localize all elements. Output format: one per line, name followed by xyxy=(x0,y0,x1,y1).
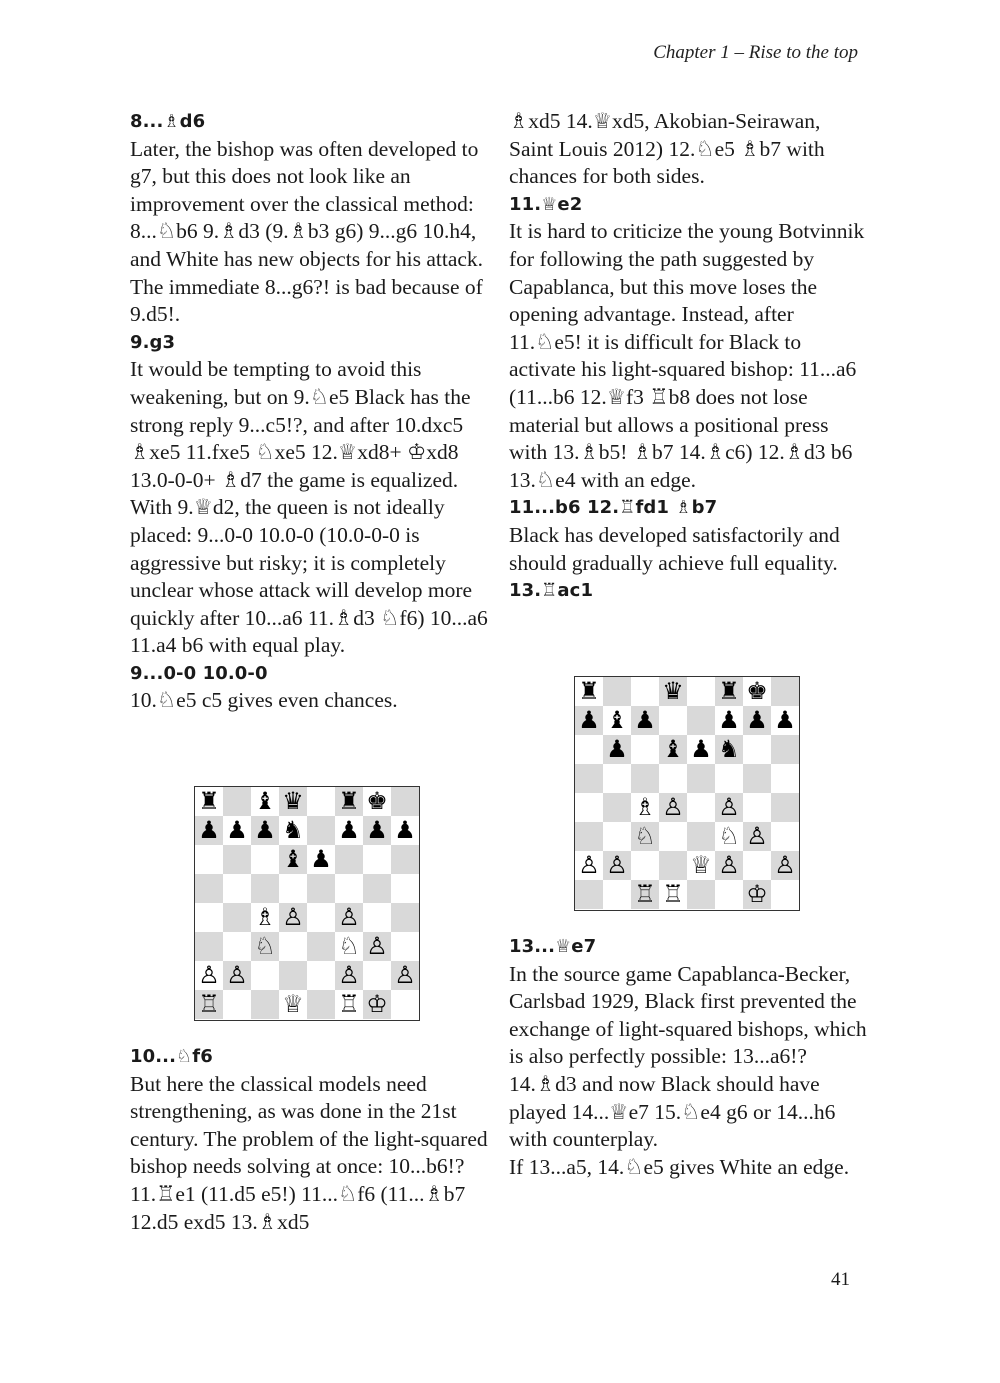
chess-piece: ♙ xyxy=(198,961,220,989)
chess-piece: ♟ xyxy=(631,706,659,735)
chess-piece: ♙ xyxy=(715,793,743,822)
board-square xyxy=(659,822,687,851)
board-square xyxy=(279,961,307,990)
move-heading: 9.g3 xyxy=(130,331,176,353)
right-text-flow xyxy=(509,108,869,605)
board-square xyxy=(363,961,391,990)
board-square xyxy=(251,845,279,874)
move-heading: 13...♕e7 xyxy=(509,936,597,957)
chess-piece: ♕ xyxy=(690,851,712,879)
right-text-flow-after-diagram xyxy=(509,933,869,1181)
board-square xyxy=(307,816,335,845)
chess-piece: ♟ xyxy=(363,816,391,845)
board-square xyxy=(575,880,603,909)
chess-piece: ♜ xyxy=(198,787,220,815)
board-square xyxy=(743,764,771,793)
board-square xyxy=(687,706,715,735)
board-square xyxy=(391,874,419,903)
board-square xyxy=(575,822,603,851)
chess-piece: ♙ xyxy=(771,851,799,880)
board-square xyxy=(363,903,391,932)
board-square xyxy=(391,903,419,932)
board-square xyxy=(251,961,279,990)
chess-piece: ♖ xyxy=(631,880,659,909)
chess-piece: ♟ xyxy=(310,845,332,873)
board-square xyxy=(715,764,743,793)
left-column xyxy=(130,108,490,715)
left-column-continued xyxy=(130,1043,490,1236)
chess-piece: ♟ xyxy=(338,816,360,844)
chess-piece: ♙ xyxy=(363,932,391,961)
commentary-paragraph: It is hard to criticize the young Botvinnik for following the path suggested by Capablanca, but this move loses the opening advantage. Instead, after 11.♘e5! it is difficult for Black to activate his light-squared bishop: 11...a6 (11...b6 12.♕f3 ♖b8 does not lose material but allows a positional press with 13.♗b5! ♗b7 14.♗c6) 12.♗d3 b6 13.♘e4 with an edge. xyxy=(509,219,865,492)
board-square xyxy=(251,990,279,1019)
chess-piece: ♚ xyxy=(366,787,388,815)
board-square xyxy=(771,880,799,909)
chess-piece: ♘ xyxy=(631,822,659,851)
board-square xyxy=(771,677,799,706)
right-column-continued xyxy=(509,933,869,1181)
board-square xyxy=(575,735,603,764)
move-heading: 13.♖ac1 xyxy=(509,580,594,602)
left-text-flow-after-diagram xyxy=(130,1043,490,1236)
chess-piece: ♙ xyxy=(391,961,419,990)
board-square xyxy=(391,932,419,961)
chess-piece: ♔ xyxy=(363,990,391,1019)
chess-piece: ♟ xyxy=(251,816,279,845)
chess-piece: ♙ xyxy=(603,851,631,880)
chess-piece: ♙ xyxy=(223,961,251,990)
chess-piece: ♙ xyxy=(578,851,600,879)
chess-piece: ♙ xyxy=(743,822,771,851)
board-square xyxy=(223,903,251,932)
chess-piece: ♛ xyxy=(659,677,687,706)
board-square xyxy=(223,845,251,874)
board-square xyxy=(335,845,363,874)
board-square xyxy=(307,932,335,961)
commentary-paragraph: With 9.♕d2, the queen is not ideally placed: 9...0-0 10.0-0 (10.0-0-0 is aggressive but risky; it is completely unclear whose attack will develop more quickly after 10...a6 11.♗d3 ♘f6) 10...a6 11.a4 b6 with equal play. xyxy=(130,495,488,658)
commentary-paragraph: If 13...a5, 14.♘e5 gives White an edge. xyxy=(509,1154,850,1179)
chess-piece: ♙ xyxy=(715,851,743,880)
chess-piece: ♟ xyxy=(690,735,712,763)
board-square xyxy=(771,793,799,822)
chess-piece: ♟ xyxy=(743,706,771,735)
move-heading: 9...0-0 10.0-0 xyxy=(130,662,268,684)
board-square xyxy=(223,990,251,1019)
chess-piece: ♜ xyxy=(578,677,600,705)
chess-piece: ♛ xyxy=(279,787,307,816)
chess-piece: ♜ xyxy=(715,677,743,706)
chess-piece: ♟ xyxy=(603,735,631,764)
board-square xyxy=(195,903,223,932)
board-square xyxy=(195,932,223,961)
chess-piece: ♔ xyxy=(743,880,771,909)
board-square xyxy=(307,990,335,1019)
chess-piece: ♟ xyxy=(575,706,603,735)
chess-piece: ♙ xyxy=(335,903,363,932)
board-square xyxy=(687,880,715,909)
commentary-paragraph: It would be tempting to avoid this weakening, but on 9.♘e5 Black has the strong reply 9...c5!?, and after 10.dxc5 ♗xe5 11.fxe5 ♘xe5 12.♕xd8+ ♔xd8 13.0-0-0+ ♗d7 the game is equalized. xyxy=(130,357,471,492)
chess-piece: ♘ xyxy=(338,932,360,960)
commentary-paragraph: But here the classical models need strengthening, as was done in the 21st century. The problem of the light-squared bishop needs solving at once: 10...b6!? 11.♖e1 (11.d5 e5!) 11...♘f6 (11...♗b7 12.d5 exd5 13.♗xd5 xyxy=(130,1071,488,1234)
chess-piece: ♖ xyxy=(662,880,684,908)
chess-piece: ♕ xyxy=(282,990,304,1018)
board-square xyxy=(603,793,631,822)
board-square xyxy=(743,793,771,822)
board-square xyxy=(631,764,659,793)
board-square xyxy=(195,874,223,903)
move-heading: 8...♗d6 xyxy=(130,111,206,132)
commentary-paragraph: 10.♘e5 c5 gives even chances. xyxy=(130,688,398,713)
chess-piece: ♝ xyxy=(254,787,276,815)
chess-piece: ♟ xyxy=(394,816,416,844)
move-heading: 11...b6 12.♖fd1 ♗b7 xyxy=(509,497,718,519)
board-square xyxy=(603,677,631,706)
board-square xyxy=(631,851,659,880)
board-square xyxy=(743,851,771,880)
board-square xyxy=(307,787,335,816)
chess-diagram-position-after-13-rac1 xyxy=(574,676,800,911)
chess-piece: ♝ xyxy=(606,706,628,734)
board-square xyxy=(223,787,251,816)
board-square xyxy=(771,822,799,851)
move-heading: 11.♕e2 xyxy=(509,193,583,215)
commentary-paragraph: Black has developed satisfactorily and should gradually achieve full equality. xyxy=(509,522,840,575)
chess-piece: ♞ xyxy=(282,816,304,844)
chess-piece: ♞ xyxy=(715,735,743,764)
chess-piece: ♗ xyxy=(254,903,276,931)
board-square xyxy=(743,735,771,764)
chess-piece: ♙ xyxy=(659,793,687,822)
board-square xyxy=(363,874,391,903)
board-square xyxy=(575,793,603,822)
board-square xyxy=(603,822,631,851)
board-square xyxy=(659,851,687,880)
chess-piece: ♝ xyxy=(279,845,307,874)
commentary-paragraph: ♗xd5 14.♕xd5, Akobian-Seirawan, Saint Louis 2012) 12.♘e5 ♗b7 with chances for both sides. xyxy=(509,109,825,189)
chess-piece: ♟ xyxy=(226,816,248,844)
chess-piece: ♖ xyxy=(338,990,360,1018)
chess-piece: ♟ xyxy=(195,816,223,845)
chess-piece: ♟ xyxy=(718,706,740,734)
board-square xyxy=(223,874,251,903)
chess-piece: ♙ xyxy=(279,903,307,932)
right-column xyxy=(509,108,869,605)
chess-piece: ♘ xyxy=(718,822,740,850)
board-square xyxy=(687,793,715,822)
board-square xyxy=(575,764,603,793)
board-square xyxy=(771,735,799,764)
board-square xyxy=(251,874,279,903)
chess-piece: ♖ xyxy=(195,990,223,1019)
left-text-flow xyxy=(130,108,490,715)
chess-piece: ♘ xyxy=(251,932,279,961)
commentary-paragraph: In the source game Capablanca-Becker, Carlsbad 1929, Black first prevented the exchange of light-squared bishops, which is also perfectly possible: 13...a6!? 14.♗d3 and now Black should have played 14...♕e7 15.♘e4 g6 or 14...h6 with counterplay. xyxy=(509,961,867,1152)
move-heading: 10...♘f6 xyxy=(130,1046,213,1067)
board-square xyxy=(715,880,743,909)
chess-piece: ♙ xyxy=(335,961,363,990)
chess-piece: ♟ xyxy=(774,706,796,734)
board-square xyxy=(687,677,715,706)
board-square xyxy=(659,706,687,735)
commentary-paragraph: Later, the bishop was often developed to g7, but this does not look like an improvement over the classical method: 8...♘b6 9.♗d3 (9.♗b3 g6) 9...g6 10.h4, and White has new objects for his attack. The immediate 8...g6?! is bad because of 9.d5!. xyxy=(130,136,484,327)
board-square xyxy=(195,845,223,874)
board-square xyxy=(659,764,687,793)
board-square xyxy=(391,787,419,816)
board-square xyxy=(603,764,631,793)
board-square xyxy=(391,845,419,874)
board-square xyxy=(363,845,391,874)
board-square xyxy=(307,961,335,990)
board-square xyxy=(391,990,419,1019)
chapter-header: Chapter 1 – Rise to the top xyxy=(653,42,858,63)
board-square xyxy=(279,874,307,903)
board-square xyxy=(307,903,335,932)
board-square xyxy=(603,880,631,909)
chess-piece: ♝ xyxy=(659,735,687,764)
board-square xyxy=(771,764,799,793)
board-square xyxy=(335,874,363,903)
board-square xyxy=(687,764,715,793)
chess-diagram-position-after-10-0-0 xyxy=(194,786,420,1021)
board-square xyxy=(307,874,335,903)
board-square xyxy=(631,677,659,706)
board-square xyxy=(687,822,715,851)
board-square xyxy=(631,735,659,764)
chess-piece: ♚ xyxy=(746,677,768,705)
board-square xyxy=(223,932,251,961)
chess-piece: ♗ xyxy=(634,793,656,821)
board-square xyxy=(279,932,307,961)
chess-piece: ♜ xyxy=(335,787,363,816)
page-number: 41 xyxy=(831,1269,850,1290)
